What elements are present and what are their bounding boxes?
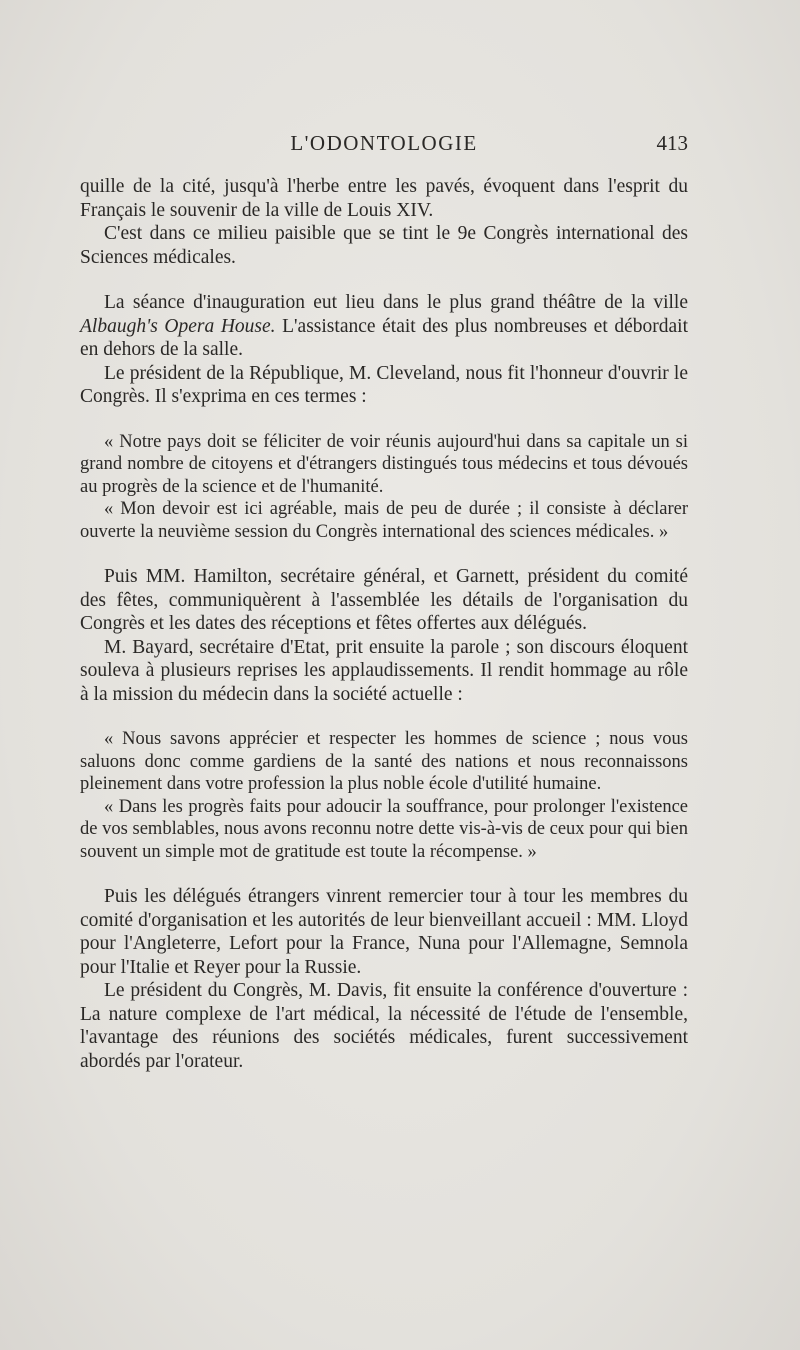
paragraph: Le président du Congrès, M. Davis, fit ensuite la conférence d'ouverture : La nature complexe de l'art médical, la nécessité de l'étude de l'ensemble, l'avantage des réunions des sociétés médicales, furent successivement abordés par l'orateur. (80, 980, 688, 1072)
page-number: 413 (656, 131, 688, 155)
paragraph-text: La séance d'inauguration eut lieu dans le plus grand théâtre de la ville (104, 292, 688, 313)
page-header (80, 131, 688, 161)
paragraph (80, 291, 688, 362)
quote-paragraph: « Dans les progrès faits pour adoucir la souffrance, pour prolonger l'existence de vos semblables, nous avons reconnu notre dette vis-à-vis de ceux pour qui bien souvent un simple mot de gratitude est toute la récompense. » (80, 796, 688, 862)
paragraph-text: L'assistance était des plus nombreuses et débordait en dehors de la salle. (80, 315, 688, 360)
paragraph: Le président de la République, M. Cleveland, nous fit l'honneur d'ouvrir le Congrès. Il s'exprima en ces termes : (80, 362, 688, 407)
quote-paragraph: « Nous savons apprécier et respecter les hommes de science ; nous vous saluons donc comme gardiens de la santé des nations et nous reconnaissons pleinement dans votre profession la plus noble école d'utilité humaine. (80, 729, 688, 794)
article-body (80, 175, 688, 1073)
paragraph: Puis MM. Hamilton, secrétaire général, et Garnett, président du comité des fêtes, communiquèrent à l'assemblée les détails de l'organisation du Congrès et les dates des réceptions et fêtes offertes aux délégués. (80, 566, 688, 634)
paragraph: C'est dans ce milieu paisible que se tint le 9e Congrès international des Sciences médicales. (80, 223, 688, 268)
running-title: L'ODONTOLOGIE (290, 131, 478, 155)
theatre-name: Albaugh's Opera House. (80, 315, 276, 337)
paragraph: quille de la cité, jusqu'à l'herbe entre les pavés, évoquent dans l'esprit du Français le souvenir de la ville de Louis XIV. (80, 176, 688, 221)
paragraph: M. Bayard, secrétaire d'Etat, prit ensuite la parole ; son discours éloquent souleva à plusieurs reprises les applaudissements. Il rendit hommage au rôle à la mission du médecin dans la société actuelle : (80, 636, 688, 705)
quote-paragraph: « Notre pays doit se féliciter de voir réunis aujourd'hui dans sa capitale un si grand nombre de citoyens et d'étrangers distingués tous médecins et tous dévoués au progrès de la science et de l'humanité. (80, 431, 688, 497)
paragraph: Puis les délégués étrangers vinrent remercier tour à tour les membres du comité d'organisation et les autorités de leur bienveillant accueil : MM. Lloyd pour l'Angleterre, Lefort pour la France, Nuna pour l'Allemagne, Semnola pour l'Italie et Reyer pour la Russie. (80, 886, 688, 978)
quote-paragraph: « Mon devoir est ici agréable, mais de peu de durée ; il consiste à déclarer ouverte la neuvième session du Congrès international des sciences médicales. » (80, 499, 688, 542)
